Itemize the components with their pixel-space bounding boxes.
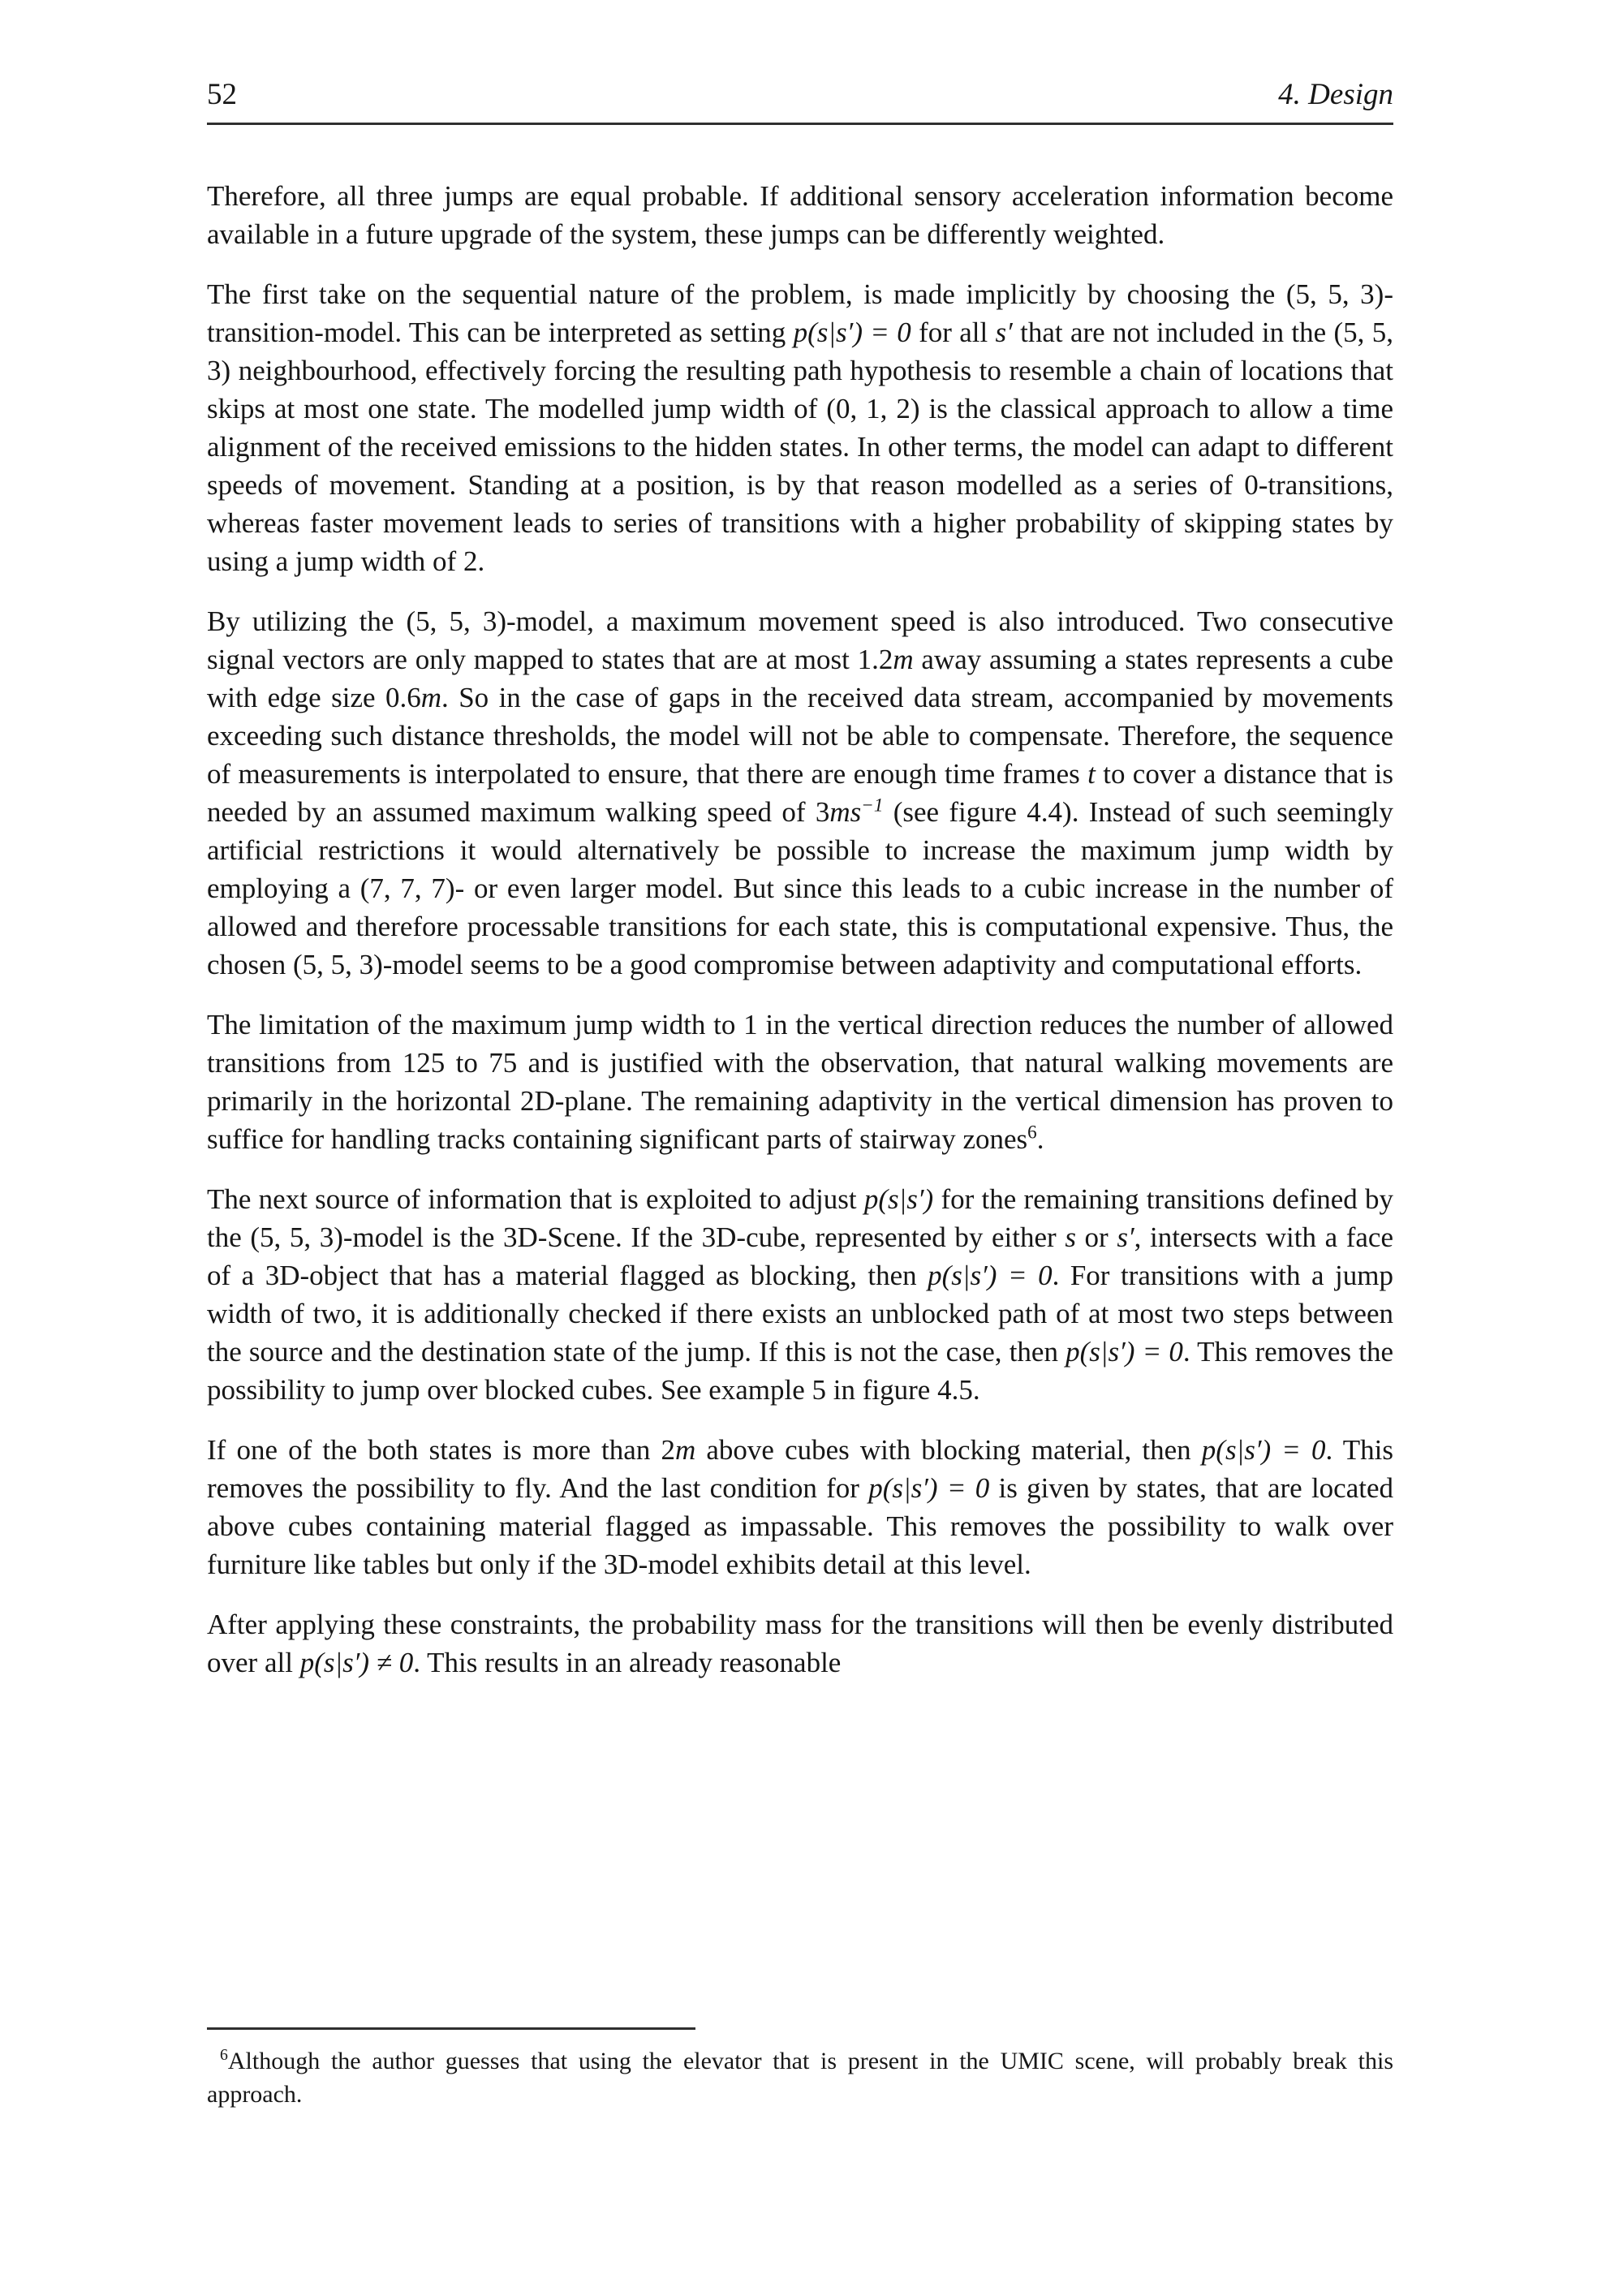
math-segment: p(s|s′) = 0 — [868, 1472, 990, 1504]
text-segment: Therefore, all three jumps are equal probable. If additional sensory acceleration information become available in a future upgrade of the system, these jumps can be differently weighted. — [207, 180, 1393, 250]
paragraph — [207, 1006, 1393, 1158]
paragraph — [207, 602, 1393, 984]
page-number: 52 — [207, 78, 237, 111]
math-segment: p(s|s′) = 0 — [1065, 1336, 1183, 1368]
math-segment: ms — [829, 796, 862, 828]
math-segment: p(s|s′) ≠ 0 — [299, 1647, 414, 1678]
text-segment: If one of the both states is more than 2 — [207, 1434, 675, 1466]
footnote-area — [207, 2027, 1393, 2111]
body-text — [207, 177, 1393, 1682]
math-segment: p(s|s′) = 0 — [928, 1260, 1053, 1291]
footnote-marker: 6 — [220, 2046, 228, 2064]
superscript-marker: 6 — [1027, 1121, 1037, 1143]
text-segment: The limitation of the maximum jump width to 1 in the vertical direction reduces the number of allowed transitions from 125 to 75 and is justified with the observation, that natural walking movements are primarily in the horizontal 2D-plane. The remaining adaptivity in the vertical dimension has proven to suffice for handling tracks containing significant parts of stairway zones — [207, 1009, 1393, 1155]
math-segment: s′ — [995, 317, 1013, 348]
paragraph — [207, 1180, 1393, 1409]
text-segment: . — [1036, 1123, 1044, 1155]
math-segment: t — [1087, 758, 1096, 790]
footnote-rule — [207, 2027, 695, 2030]
text-segment: . So in the case of gaps in the received data stream, accompanied by movements exceeding such distance thresholds, the model will not be able to compensate. Therefore, the sequence of measurements is interpolated to ensure, that there are enough time frames — [207, 682, 1393, 790]
text-column — [207, 0, 1393, 1704]
text-segment: The next source of information that is exploited to adjust — [207, 1183, 864, 1215]
chapter-title: 4. Design — [1278, 78, 1393, 111]
text-segment: is given by states, that are located above cubes containing material flagged as impassable. This removes the possibility to walk over furniture like tables but only if the 3D-model exhibits detail at this level. — [207, 1472, 1393, 1580]
math-segment: p(s|s′) = 0 — [1201, 1434, 1326, 1466]
math-segment: s′ — [1117, 1221, 1134, 1253]
text-segment: . For transitions with a jump width of two, it is additionally checked if there exists an unblocked path of at most two steps between the source and the destination state of the jump. If this is not the case, then — [207, 1260, 1394, 1368]
text-segment: , intersects with a face of a 3D-object that has a material flagged as blocking, then — [207, 1221, 1393, 1291]
text-segment: After applying these constraints, the probability mass for the transitions will then be evenly distributed over all — [207, 1609, 1393, 1678]
footnote — [207, 2044, 1393, 2111]
footnote-text: Although the author guesses that using the elevator that is present in the UMIC scene, will probably break this approach. — [207, 2048, 1393, 2108]
math-segment: m — [420, 682, 442, 713]
text-segment: By utilizing the (5, 5, 3)-model, a maximum movement speed is also introduced. Two consecutive signal vectors are only mapped to states that are at most 1.2 — [207, 605, 1393, 675]
text-segment: . This removes the possibility to fly. And the last condition for — [207, 1434, 1393, 1504]
text-segment: away assuming a states represents a cube with edge size 0.6 — [207, 644, 1393, 713]
text-segment: or — [1075, 1221, 1117, 1253]
math-segment: m — [674, 1434, 696, 1466]
header-rule — [207, 123, 1393, 125]
paragraph — [207, 1431, 1393, 1583]
paragraph — [207, 275, 1393, 580]
paragraph — [207, 1605, 1393, 1682]
math-superscript-segment: −1 — [861, 794, 884, 816]
text-segment: . This removes the possibility to jump over blocked cubes. See example 5 in figure 4.5. — [207, 1336, 1394, 1406]
page-header — [207, 0, 1393, 112]
text-segment: for the remaining transitions defined by the (5, 5, 3)-model is the 3D-Scene. If the 3D-cube, represented by either — [207, 1183, 1393, 1253]
text-segment: that are not included in the (5, 5, 3) neighbourhood, effectively forcing the resulting path hypothesis to resemble a chain of locations that skips at most one state. The modelled jump width of (0, 1, 2) is the classical approach to allow a time alignment of the received emissions to the hidden states. In other terms, the model can adapt to different speeds of movement. Standing at a position, is by that reason modelled as a series of 0-transitions, whereas faster movement leads to series of transitions with a higher probability of skipping states by using a jump width of 2. — [207, 317, 1393, 577]
text-segment: to cover a distance that is needed by an assumed maximum walking speed of 3 — [207, 758, 1393, 828]
math-segment: p(s|s′) — [863, 1183, 934, 1215]
text-segment: (see figure 4.4). Instead of such seemingly artificial restrictions it would alternatively be possible to increase the maximum jump width by employing a (7, 7, 7)- or even larger model. But since this leads to a cubic increase in the number of allowed and therefore processable transitions for each state, this is computational expensive. Thus, the chosen (5, 5, 3)-model seems to be a good compromise between adaptivity and computational efforts. — [207, 796, 1393, 980]
text-segment: above cubes with blocking material, then — [695, 1434, 1202, 1466]
math-segment: s — [1065, 1221, 1076, 1253]
text-segment: for all — [911, 317, 996, 348]
paragraph — [207, 177, 1393, 253]
math-segment: m — [893, 644, 914, 675]
math-segment: p(s|s′) = 0 — [793, 317, 911, 348]
text-segment: The first take on the sequential nature of the problem, is made implicitly by choosing the (5, 5, 3)-transition-model. This can be interpreted as setting — [207, 278, 1393, 348]
text-segment: . This results in an already reasonable — [413, 1647, 842, 1678]
